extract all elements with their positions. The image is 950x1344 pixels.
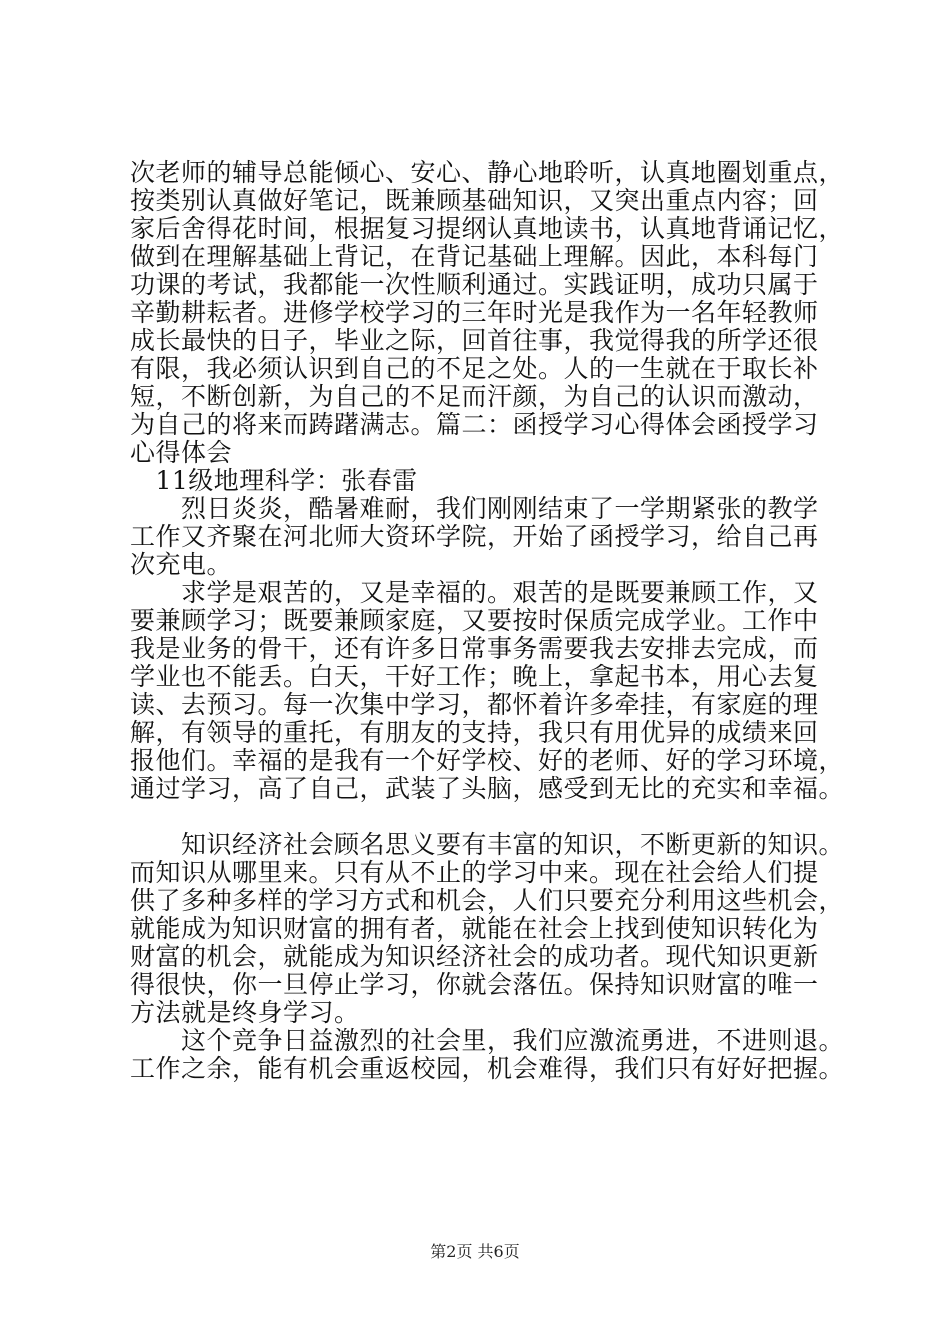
paragraph-line: 做到在理解基础上背记，在背记基础上理解。因此，本科每门 xyxy=(130,242,819,271)
paragraph-line: 家后舍得花时间，根据复习提纲认真地读书，认真地背诵记忆， xyxy=(130,214,845,243)
paragraph-line: 方法就是终身学习。 xyxy=(130,998,360,1027)
paragraph-line: 报他们。幸福的是我有一个好学校、好的老师、好的学习环境， xyxy=(130,746,845,775)
paragraph-line: 辛勤耕耘者。进修学校学习的三年时光是我作为一名年轻教师 xyxy=(130,298,819,327)
paragraph-line: 就能成为知识财富的拥有者，就能在社会上找到使知识转化为 xyxy=(130,914,819,943)
paragraph-line: 短，不断创新，为自己的不足而汗颜，为自己的认识而激动， xyxy=(130,382,819,411)
paragraph-line: 读、去预习。每一次集中学习，都怀着许多牵挂，有家庭的理 xyxy=(130,690,819,719)
paragraph-line: 知识经济社会顾名思义要有丰富的知识，不断更新的知识。 xyxy=(130,830,845,859)
paragraph-line: 财富的机会，就能成为知识经济社会的成功者。现代知识更新 xyxy=(130,942,819,971)
page-number-footer: 第2页 共6页 xyxy=(430,1242,520,1261)
paragraph-line: 有限，我必须认识到自己的不足之处。人的一生就在于取长补 xyxy=(130,354,819,383)
paragraph-line: 解，有领导的重托，有朋友的支持，我只有用优异的成绩来回 xyxy=(130,718,819,747)
paragraph-line: 工作又齐聚在河北师大资环学院，开始了函授学习，给自己再 xyxy=(130,522,819,551)
paragraph-line: 通过学习，高了自己，武装了头脑，感受到无比的充实和幸福。 xyxy=(130,774,845,803)
paragraph-line: 得很快，你一旦停止学习，你就会落伍。保持知识财富的唯一 xyxy=(130,970,819,999)
paragraph-line: 次充电。 xyxy=(130,550,233,579)
paragraph-line: 我是业务的骨干，还有许多日常事务需要我去安排去完成，而 xyxy=(130,634,819,663)
paragraph-line: 烈日炎炎，酷暑难耐，我们刚刚结束了一学期紧张的教学 xyxy=(130,494,819,523)
author-line: 11级地理科学：张春雷 xyxy=(130,466,418,495)
paragraph-line: 这个竞争日益激烈的社会里，我们应激流勇进，不进则退。 xyxy=(130,1026,845,1055)
paragraph-line: 要兼顾学习；既要兼顾家庭，又要按时保质完成学业。工作中 xyxy=(130,606,819,635)
paragraph-line: 按类别认真做好笔记，既兼顾基础知识，又突出重点内容；回 xyxy=(130,186,819,215)
paragraph-line: 供了多种多样的学习方式和机会，人们只要充分利用这些机会， xyxy=(130,886,845,915)
paragraph-line: 功课的考试，我都能一次性顺利通过。实践证明，成功只属于 xyxy=(130,270,819,299)
paragraph-line: 心得体会 xyxy=(130,438,233,467)
paragraph-line: 次老师的辅导总能倾心、安心、静心地聆听，认真地圈划重点， xyxy=(130,158,845,187)
paragraph-line: 工作之余，能有机会重返校园，机会难得，我们只有好好把握。 xyxy=(130,1054,845,1083)
paragraph-line: 成长最快的日子，毕业之际，回首往事，我觉得我的所学还很 xyxy=(130,326,819,355)
paragraph-line: 而知识从哪里来。只有从不止的学习中来。现在社会给人们提 xyxy=(130,858,819,887)
paragraph-line: 学业也不能丢。白天，干好工作；晚上，拿起书本，用心去复 xyxy=(130,662,819,691)
paragraph-line: 求学是艰苦的，又是幸福的。艰苦的是既要兼顾工作，又 xyxy=(130,578,819,607)
paragraph-line: 为自己的将来而踌躇满志。篇二：函授学习心得体会函授学习 xyxy=(130,410,819,439)
